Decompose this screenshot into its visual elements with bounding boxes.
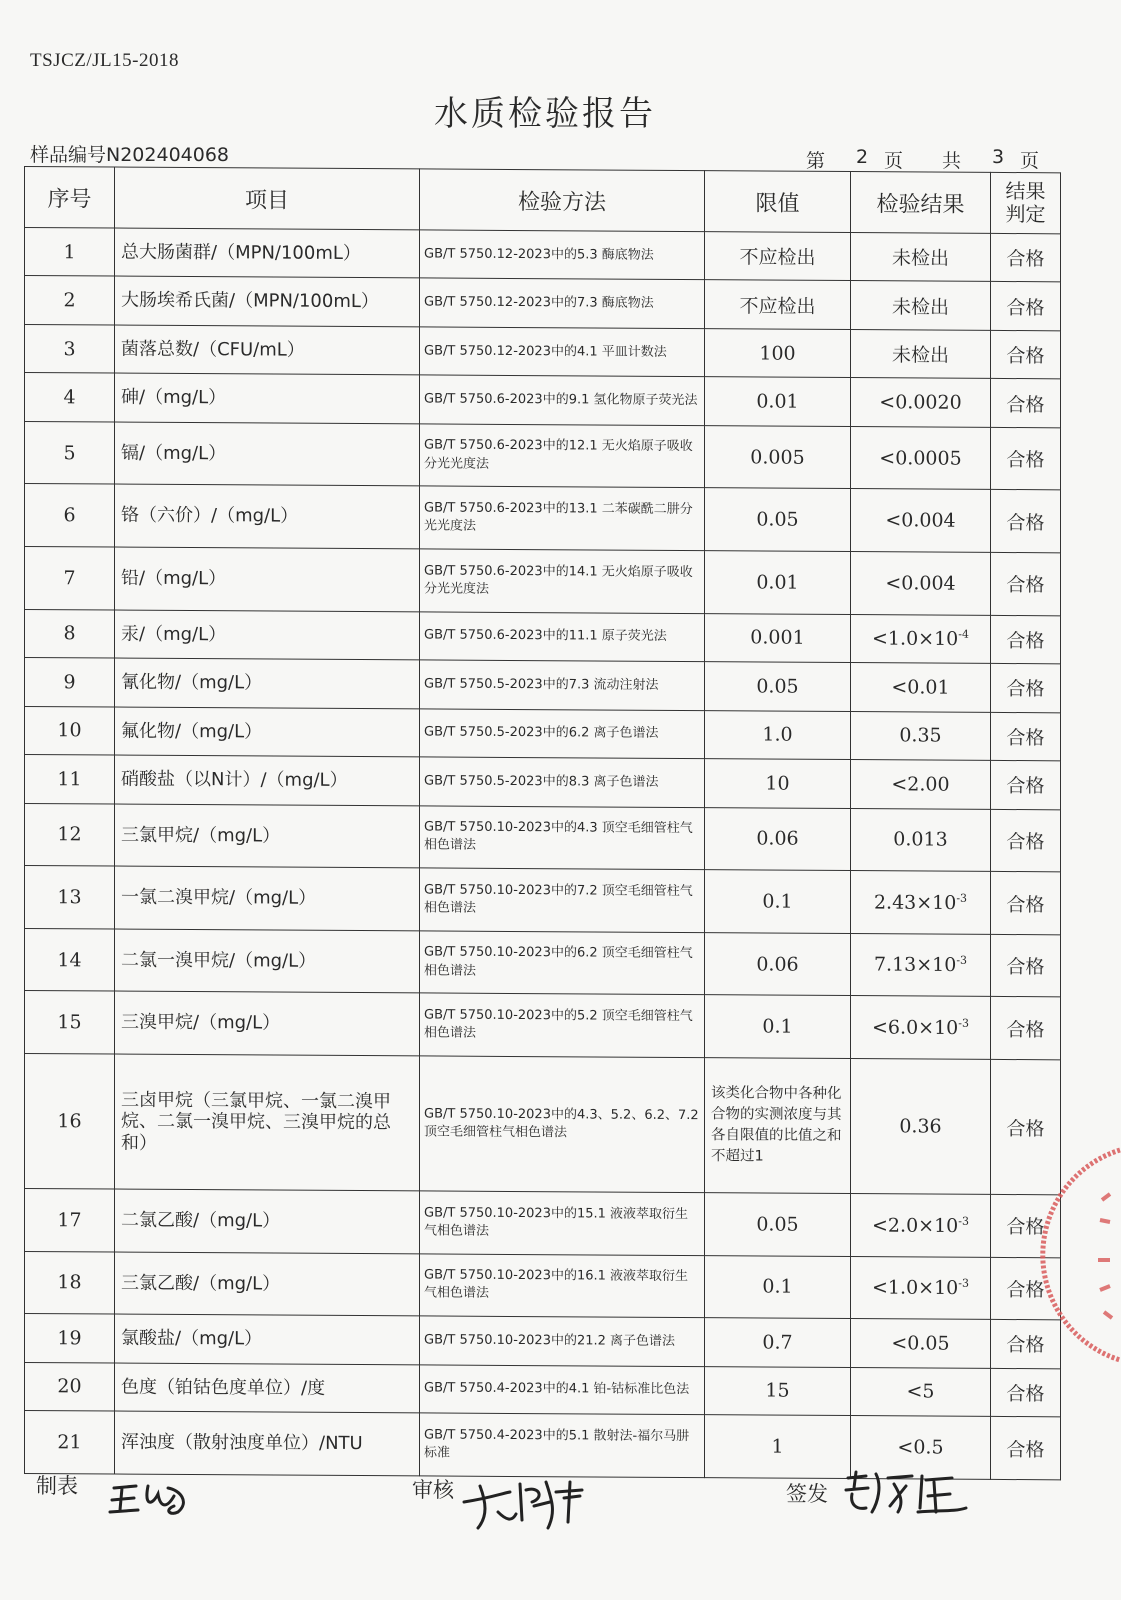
row-method: GB/T 5750.10-2023中的4.3 顶空毛细管柱气相色谱法 xyxy=(420,805,705,869)
row-number: 3 xyxy=(25,324,115,373)
row-number: 2 xyxy=(25,276,115,325)
header-item: 项目 xyxy=(115,167,420,230)
issued-signature xyxy=(842,1468,972,1518)
row-number: 9 xyxy=(25,658,115,707)
row-number: 15 xyxy=(25,991,115,1054)
row-number: 5 xyxy=(25,421,115,484)
row-limit: 10 xyxy=(705,759,851,808)
row-limit: 0.1 xyxy=(705,1255,851,1319)
signature-footer xyxy=(0,1468,1121,1528)
row-result: 0.013 xyxy=(851,808,991,871)
row-number: 18 xyxy=(25,1251,115,1314)
row-judgement: 合格 xyxy=(991,330,1061,379)
row-number: 13 xyxy=(25,866,115,929)
row-method: GB/T 5750.12-2023中的4.1 平皿计数法 xyxy=(420,327,705,377)
report-title: 水质检验报告 xyxy=(434,94,656,134)
row-item: 镉/（mg/L） xyxy=(115,422,420,487)
row-limit: 不应检出 xyxy=(705,280,851,329)
row-limit: 不应检出 xyxy=(705,232,851,281)
result-exponent: -3 xyxy=(956,954,968,968)
sample-number: 样品编号N202404068 xyxy=(30,144,230,166)
table-row xyxy=(25,1054,1061,1195)
row-result: <2.00 xyxy=(851,760,991,809)
table-row xyxy=(25,1362,1061,1417)
row-result: <0.004 xyxy=(851,489,991,552)
row-number: 8 xyxy=(25,609,115,658)
row-limit: 0.01 xyxy=(705,551,851,615)
row-limit: 0.001 xyxy=(705,613,851,662)
reviewed-label: 审核 xyxy=(412,1478,454,1502)
row-method: GB/T 5750.6-2023中的11.1 原子荧光法 xyxy=(420,612,705,662)
row-method: GB/T 5750.10-2023中的4.3、5.2、6.2、7.2 顶空毛细管柱气相色谱法 xyxy=(420,1056,705,1193)
row-limit: 0.05 xyxy=(705,1193,851,1257)
row-limit: 0.06 xyxy=(705,932,851,996)
result-exponent: -3 xyxy=(958,1214,969,1228)
table-row xyxy=(25,609,1061,664)
reviewed-signature xyxy=(460,1472,590,1532)
result-exponent: -3 xyxy=(958,1276,969,1291)
table-row xyxy=(25,706,1061,761)
row-item: 三氯乙酸/（mg/L） xyxy=(115,1252,420,1317)
row-number: 14 xyxy=(25,928,115,991)
row-item: 氟化物/（mg/L） xyxy=(115,707,420,757)
row-method: GB/T 5750.5-2023中的8.3 离子色谱法 xyxy=(420,757,705,807)
row-method: GB/T 5750.6-2023中的9.1 氢化物原子荧光法 xyxy=(420,375,705,425)
results-table xyxy=(24,166,1061,1480)
row-item: 汞/（mg/L） xyxy=(115,610,420,660)
table-row xyxy=(25,1314,1061,1369)
row-judgement: 合格 xyxy=(991,809,1061,872)
row-number: 20 xyxy=(25,1362,115,1411)
page-ye-2: 页 xyxy=(1020,150,1040,172)
row-limit: 1 xyxy=(705,1415,851,1479)
row-result: <0.0005 xyxy=(851,426,991,489)
row-number: 4 xyxy=(25,373,115,422)
row-judgement: 合格 xyxy=(991,872,1061,935)
row-number: 17 xyxy=(25,1188,115,1251)
row-number: 21 xyxy=(25,1411,115,1474)
row-judgement: 合格 xyxy=(991,1257,1061,1320)
table-row xyxy=(25,803,1061,872)
row-judgement: 合格 xyxy=(991,379,1061,428)
row-number: 11 xyxy=(25,755,115,804)
row-result: <0.0020 xyxy=(851,378,991,427)
row-result: $7.13\times 10^{-3}$ xyxy=(851,933,991,996)
row-item: 二氯乙酸/（mg/L） xyxy=(115,1189,420,1254)
row-result: $<1.0\times 10^{-4}$ xyxy=(851,614,991,663)
header-judge: 结果判定 xyxy=(991,172,1061,233)
table-row xyxy=(25,228,1061,283)
header-method: 检验方法 xyxy=(420,169,705,232)
row-limit: 100 xyxy=(705,329,851,378)
row-limit: 该类化合物中各种化合物的实测浓度与其各自限值的比值之和不超过1 xyxy=(705,1058,851,1194)
issued-label: 签发 xyxy=(786,1482,828,1506)
row-judgement: 合格 xyxy=(991,1060,1061,1195)
row-method: GB/T 5750.6-2023中的13.1 二苯碳酰二肼分光光度法 xyxy=(420,486,705,550)
page-current: 2 xyxy=(855,146,869,168)
row-judgement: 合格 xyxy=(991,760,1061,809)
row-number: 16 xyxy=(25,1054,115,1189)
table-row xyxy=(25,1251,1061,1320)
table-row xyxy=(25,658,1061,713)
row-item: 三溴甲烷/（mg/L） xyxy=(115,992,420,1057)
row-item: 一氯二溴甲烷/（mg/L） xyxy=(115,866,420,931)
row-judgement: 合格 xyxy=(991,1194,1061,1257)
row-judgement: 合格 xyxy=(991,1320,1061,1369)
row-limit: 0.05 xyxy=(705,662,851,711)
table-row xyxy=(25,484,1061,553)
row-limit: 0.1 xyxy=(705,870,851,934)
table-row xyxy=(25,421,1061,490)
red-seal-stamp xyxy=(1040,1140,1121,1370)
row-number: 7 xyxy=(25,547,115,610)
results-table-wrap xyxy=(24,166,1060,1480)
result-exponent: -3 xyxy=(956,891,968,905)
table-row xyxy=(25,866,1061,935)
page-gong: 共 xyxy=(942,150,962,172)
row-item: 硝酸盐（以N计）/（mg/L） xyxy=(115,755,420,805)
page-indicator xyxy=(806,146,1060,173)
table-row xyxy=(25,928,1061,997)
row-result: <0.05 xyxy=(851,1319,991,1368)
row-method: GB/T 5750.5-2023中的7.3 流动注射法 xyxy=(420,660,705,710)
table-row xyxy=(25,991,1061,1060)
row-result: 未检出 xyxy=(851,233,991,282)
row-number: 10 xyxy=(25,706,115,755)
page-di: 第 xyxy=(806,150,826,172)
row-judgement: 合格 xyxy=(991,490,1061,553)
row-limit: 1.0 xyxy=(705,710,851,759)
row-result: <0.01 xyxy=(851,663,991,712)
table-row xyxy=(25,276,1061,331)
row-item: 三氯甲烷/（mg/L） xyxy=(115,804,420,869)
row-method: GB/T 5750.10-2023中的15.1 液液萃取衍生气相色谱法 xyxy=(420,1191,705,1255)
row-method: GB/T 5750.12-2023中的7.3 酶底物法 xyxy=(420,278,705,328)
row-judgement: 合格 xyxy=(991,233,1061,282)
row-result: <0.004 xyxy=(851,552,991,615)
row-judgement: 合格 xyxy=(991,664,1061,713)
row-method: GB/T 5750.12-2023中的5.3 酶底物法 xyxy=(420,230,705,280)
row-number: 19 xyxy=(25,1314,115,1363)
row-judgement: 合格 xyxy=(991,552,1061,615)
row-method: GB/T 5750.4-2023中的4.1 铂-钴标准比色法 xyxy=(420,1365,705,1415)
row-method: GB/T 5750.10-2023中的5.2 顶空毛细管柱气相色谱法 xyxy=(420,993,705,1057)
row-judgement: 合格 xyxy=(991,615,1061,664)
row-method: GB/T 5750.6-2023中的12.1 无火焰原子吸收分光光度法 xyxy=(420,424,705,488)
result-exponent: -4 xyxy=(958,628,969,642)
row-judgement: 合格 xyxy=(991,427,1061,490)
prepared-signature xyxy=(108,1476,198,1520)
row-method: GB/T 5750.10-2023中的16.1 液液萃取衍生气相色谱法 xyxy=(420,1254,705,1318)
row-item: 色度（铂钴色度单位）/度 xyxy=(115,1363,420,1413)
row-item: 大肠埃希氏菌/（MPN/100mL） xyxy=(115,277,420,327)
page-ye: 页 xyxy=(884,150,904,172)
page-total: 3 xyxy=(991,146,1005,168)
row-limit: 0.7 xyxy=(705,1318,851,1367)
table-row xyxy=(25,547,1061,616)
row-item: 铬（六价）/（mg/L） xyxy=(115,485,420,550)
row-result: $2.43\times 10^{-3}$ xyxy=(851,871,991,934)
result-exponent: -3 xyxy=(958,1016,969,1030)
row-item: 三卤甲烷（三氯甲烷、一氯二溴甲烷、二氯一溴甲烷、三溴甲烷的总和） xyxy=(115,1054,420,1191)
row-judgement: 合格 xyxy=(991,934,1061,997)
row-method: GB/T 5750.10-2023中的21.2 离子色谱法 xyxy=(420,1316,705,1366)
header-no: 序号 xyxy=(25,167,115,229)
row-judgement: 合格 xyxy=(991,997,1061,1060)
row-item: 氰化物/（mg/L） xyxy=(115,658,420,708)
row-result: $<2.0\times 10^{-3}$ xyxy=(851,1194,991,1257)
row-item: 总大肠菌群/（MPN/100mL） xyxy=(115,228,420,278)
row-judgement: 合格 xyxy=(991,282,1061,331)
row-limit: 0.06 xyxy=(705,807,851,871)
row-item: 浑浊度（散射浊度单位）/NTU xyxy=(115,1411,420,1476)
table-row xyxy=(25,755,1061,810)
row-method: GB/T 5750.10-2023中的7.2 顶空毛细管柱气相色谱法 xyxy=(420,868,705,932)
prepared-label: 制表 xyxy=(36,1474,78,1498)
row-number: 12 xyxy=(25,803,115,866)
row-result: 0.36 xyxy=(851,1059,991,1195)
row-result: <0.5 xyxy=(851,1416,991,1480)
row-method: GB/T 5750.10-2023中的6.2 顶空毛细管柱气相色谱法 xyxy=(420,931,705,995)
row-limit: 0.005 xyxy=(705,425,851,489)
row-judgement: 合格 xyxy=(991,712,1061,761)
row-item: 二氯一溴甲烷/（mg/L） xyxy=(115,929,420,994)
row-method: GB/T 5750.4-2023中的5.1 散射法-福尔马肼标准 xyxy=(420,1413,705,1478)
row-number: 1 xyxy=(25,228,115,277)
row-result: 未检出 xyxy=(851,329,991,378)
row-result: $<6.0\times 10^{-3}$ xyxy=(851,996,991,1059)
table-header-row xyxy=(25,167,1061,234)
row-judgement: 合格 xyxy=(991,1417,1061,1480)
row-judgement: 合格 xyxy=(991,1368,1061,1417)
row-item: 砷/（mg/L） xyxy=(115,373,420,423)
header-limit: 限值 xyxy=(705,171,851,233)
row-result: $<1.0\times 10^{-3}$ xyxy=(851,1256,991,1319)
row-limit: 0.01 xyxy=(705,377,851,426)
table-row xyxy=(25,1188,1061,1257)
row-limit: 0.1 xyxy=(705,995,851,1059)
row-limit: 0.05 xyxy=(705,488,851,552)
header-result: 检验结果 xyxy=(851,172,991,234)
row-item: 菌落总数/（CFU/mL） xyxy=(115,325,420,375)
row-number: 6 xyxy=(25,484,115,547)
row-result: 0.35 xyxy=(851,711,991,760)
row-item: 铅/（mg/L） xyxy=(115,547,420,612)
row-limit: 15 xyxy=(705,1366,851,1415)
table-row xyxy=(25,324,1061,379)
row-result: <5 xyxy=(851,1367,991,1416)
row-method: GB/T 5750.5-2023中的6.2 离子色谱法 xyxy=(420,709,705,759)
row-item: 氯酸盐/（mg/L） xyxy=(115,1314,420,1364)
row-result: 未检出 xyxy=(851,281,991,330)
document-code: TSJCZ/JL15-2018 xyxy=(30,50,179,71)
table-row xyxy=(25,373,1061,428)
row-method: GB/T 5750.6-2023中的14.1 无火焰原子吸收分光光度法 xyxy=(420,549,705,613)
